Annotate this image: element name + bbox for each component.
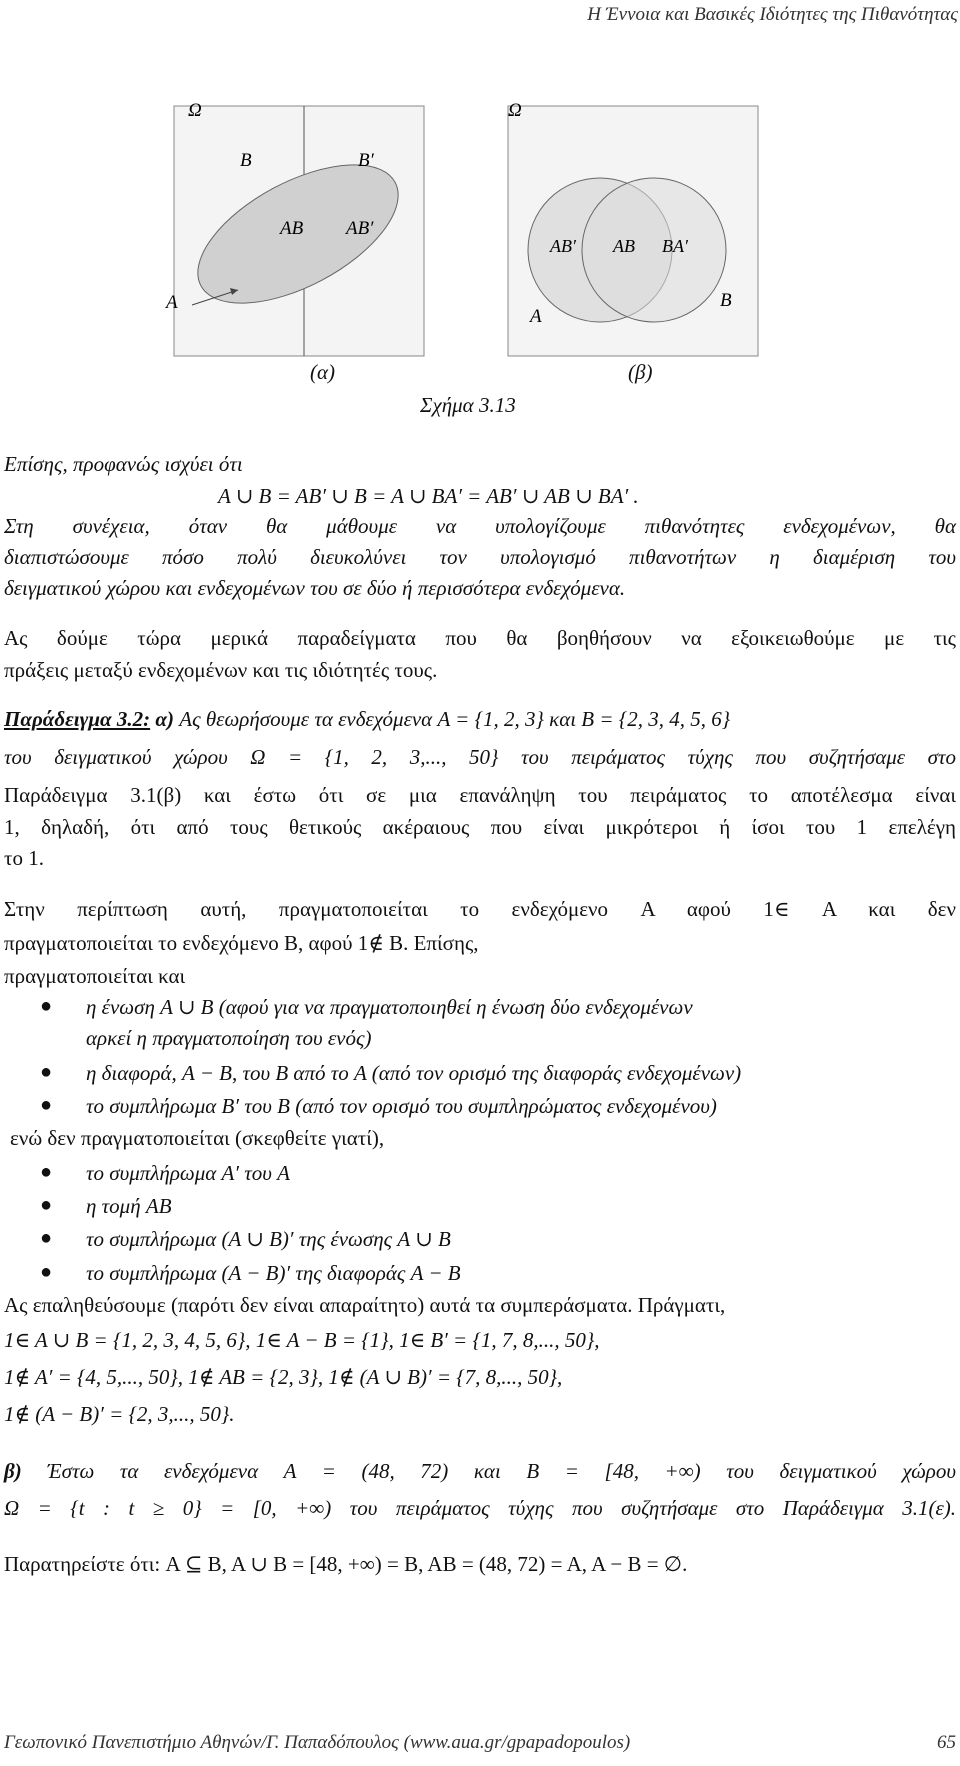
- text-line-13: Στην περίπτωση αυτή, πραγματοποιείται το ενδεχόμενο A αφού 1∈ A και δεν: [4, 897, 956, 921]
- bullet-complement-union: το συμπλήρωμα (A ∪ B)′ της ένωσης A ∪ B: [86, 1227, 451, 1251]
- venn-figure-b: [500, 100, 762, 362]
- omega-label-b: Ω: [508, 100, 522, 121]
- bullet-icon: ●: [40, 1261, 53, 1283]
- example-3-2-line: [4, 707, 730, 732]
- observation-line: Παρατηρείστε ότι: A ⊆ B, A ∪ B = [48, +∞) = B, AB = (48, 72) = A, A − B = ∅.: [4, 1552, 688, 1576]
- bap-label-b: BA′: [662, 236, 688, 256]
- text-line-14: πραγματοποιείται το ενδεχόμενο B, αφού 1∉ B. Επίσης,: [4, 931, 479, 955]
- bullet-complement-difference: το συμπλήρωμα (A − B)′ της διαφοράς A − B: [86, 1261, 461, 1285]
- abprime-label-a: AB′: [346, 218, 374, 239]
- bullet-icon: ●: [40, 1194, 53, 1216]
- example-part-b: β): [4, 1459, 22, 1483]
- text-line-16: ενώ δεν πραγματοποιείται (σκεφθείτε γιατί),: [10, 1126, 385, 1150]
- abp-label-b: AB′: [550, 236, 576, 256]
- text-line-12: το 1.: [4, 846, 44, 870]
- example-part-b-text: Έστω τα ενδεχόμενα A = (48, 72) και B = [48, +∞) του δειγματικού χώρου: [47, 1459, 957, 1483]
- caption-b: (β): [628, 360, 653, 384]
- page-number: 65: [937, 1732, 956, 1753]
- text-line-10: Παράδειγμα 3.1(β) και έστω ότι σε μια επανάληψη του πειράματος το αποτέλεσμα είναι: [4, 783, 956, 807]
- bullet-icon: ●: [40, 1227, 53, 1249]
- bullet-union: η ένωση A ∪ B (αφού για να πραγματοποιηθεί η ένωση δύο ενδεχομένων: [86, 995, 693, 1019]
- text-line-22: Ω = {t : t ≥ 0} = [0, +∞) του πειράματος τύχης που συζητήσαμε στο Παράδειγμα 3.1(ε).: [4, 1496, 956, 1520]
- caption-a: (α): [310, 360, 336, 384]
- text-line-9: του δειγματικού χώρου Ω = {1, 2, 3,..., 50} του πειράματος τύχης που συζητήσαμε στο: [4, 745, 956, 769]
- example-text: Ας θεωρήσουμε τα ενδεχόμενα A = {1, 2, 3} και B = {2, 3, 4, 5, 6}: [179, 707, 731, 731]
- verification-line-1: 1∈ A ∪ B = {1, 2, 3, 4, 5, 6}, 1∈ A − B = {1}, 1∈ B′ = {1, 7, 8,..., 50},: [4, 1328, 600, 1352]
- bullet-union-cont: αρκεί η πραγματοποίηση του ενός): [86, 1026, 372, 1050]
- bprime-label-a: B′: [358, 150, 374, 171]
- venn-figure-a: [168, 100, 430, 362]
- omega-label-a: Ω: [188, 100, 202, 121]
- figure-caption: Σχήμα 3.13: [420, 393, 516, 417]
- ab-label-b: AB: [613, 236, 635, 256]
- event-b-circle: [582, 178, 726, 322]
- text-line-3: Στη συνέχεια, όταν θα μάθουμε να υπολογίζουμε πιθανότητες ενδεχομένων, θα: [4, 514, 956, 538]
- bullet-complement-a: το συμπλήρωμα A′ του A: [86, 1161, 290, 1185]
- text-line-15: πραγματοποιείται και: [4, 964, 186, 988]
- bullet-complement-b: το συμπλήρωμα B′ του B (από τον ορισμό του συμπληρώματος ενδεχομένου): [86, 1094, 717, 1118]
- text-line-1: Επίσης, προφανώς ισχύει ότι: [4, 452, 243, 476]
- bullet-difference: η διαφορά, A − B, του B από το A (από τον ορισμό της διαφοράς ενδεχομένων): [86, 1061, 742, 1085]
- bullet-icon: ●: [40, 995, 53, 1017]
- example-part-b-line: [4, 1459, 956, 1484]
- a-label-a: A: [166, 292, 178, 313]
- verification-line-3: 1∉ (A − B)′ = {2, 3,..., 50}.: [4, 1402, 235, 1426]
- example-label: Παράδειγμα 3.2:: [4, 707, 151, 731]
- running-header: Η Έννοια και Βασικές Ιδιότητες της Πιθανότητας: [587, 4, 958, 25]
- b-label-a: B: [240, 150, 252, 171]
- formula-union: A ∪ B = AB′ ∪ B = A ∪ BA′ = AB′ ∪ AB ∪ BA′ .: [218, 484, 639, 508]
- text-line-5: δειγματικού χώρου και ενδεχομένων του σε δύο ή περισσότερα ενδεχόμενα.: [4, 576, 626, 600]
- bullet-icon: ●: [40, 1094, 53, 1116]
- text-line-17: Ας επαληθεύσουμε (παρότι δεν είναι απαραίτητο) αυτά τα συμπεράσματα. Πράγματι,: [4, 1293, 726, 1317]
- text-line-4: διαπιστώσουμε πόσο πολύ διευκολύνει τον υπολογισμό πιθανοτήτων η διαμέριση του: [4, 545, 956, 569]
- text-line-11: 1, δηλαδή, ότι από τους θετικούς ακέραιους που είναι μικρότεροι ή ίσοι του 1 επελέγη: [4, 815, 956, 839]
- ab-label-a: AB: [280, 218, 304, 239]
- text-line-7: πράξεις μεταξύ ενδεχομένων και τις ιδιότητές τους.: [4, 658, 438, 682]
- verification-line-2: 1∉ A′ = {4, 5,..., 50}, 1∉ AB = {2, 3}, 1∉ (A ∪ B)′ = {7, 8,..., 50},: [4, 1365, 563, 1389]
- b-label-b: B: [720, 290, 732, 311]
- bullet-icon: ●: [40, 1161, 53, 1183]
- a-label-b: A: [530, 306, 542, 327]
- text-line-6: Ας δούμε τώρα μερικά παραδείγματα που θα βοηθήσουν να εξοικειωθούμε με τις: [4, 626, 956, 650]
- bullet-icon: ●: [40, 1061, 53, 1083]
- example-part-a: α): [155, 707, 174, 731]
- bullet-intersection: η τομή AB: [86, 1194, 172, 1218]
- page-footer: Γεωπονικό Πανεπιστήμιο Αθηνών/Γ. Παπαδόπουλος (www.aua.gr/gpapadopoulos): [4, 1732, 631, 1753]
